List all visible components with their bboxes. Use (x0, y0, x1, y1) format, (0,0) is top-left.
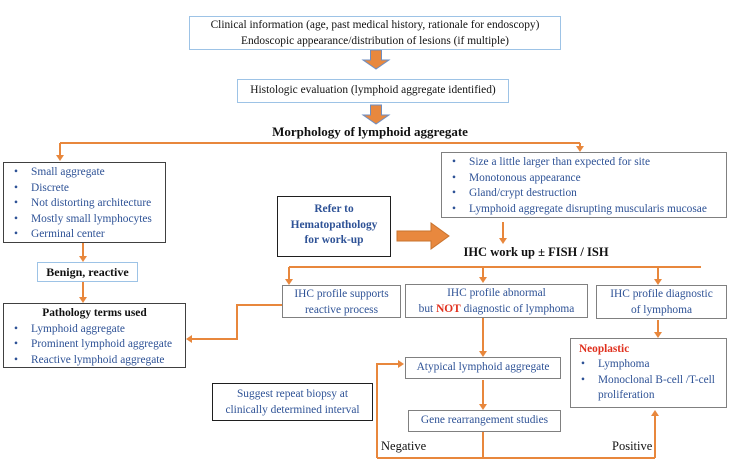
ihc-diagnostic-box (596, 285, 727, 319)
arrowhead-down-icon (56, 155, 64, 161)
neoplastic-item: • Monoclonal B-cell /T-cell proliferation (571, 373, 726, 404)
benign-reactive-box: Benign, reactive (37, 262, 138, 282)
feature-item: • Mostly small lymphocytes (4, 212, 165, 228)
ihc-abnormal-box (405, 284, 588, 318)
positive-result-label: Positive (612, 439, 653, 453)
arrowhead-left-icon (186, 335, 192, 343)
pathology-term-item: • Prominent lymphoid aggregate (4, 337, 185, 353)
ihc-diagnostic-line1: IHC profile diagnostic (610, 288, 713, 300)
neoplastic-title: Neoplastic (579, 343, 630, 355)
benign-features-box (3, 162, 166, 243)
pathology-terms-title: Pathology terms used (42, 307, 147, 319)
connector-supports-to-pathology-terms (192, 305, 282, 339)
ihc-supports-line2: reactive process (304, 303, 379, 316)
arrowhead-down-icon (499, 238, 507, 244)
feature-item: • Germinal center (4, 227, 165, 243)
ihc-supports-line1: IHC profile supports (294, 288, 389, 300)
arrowhead-down-icon (479, 277, 487, 283)
atypical-aggregate-box: Atypical lymphoid aggregate (405, 357, 561, 379)
suggest-line2: clinically determined interval (225, 403, 360, 416)
refer-line2: Hematopathology (290, 218, 378, 231)
ihc-abnormal-line2-post: diagnostic of lymphoma (460, 302, 575, 315)
feature-item: • Small aggregate (4, 165, 165, 181)
ihc-abnormal-line1: IHC profile abnormal (447, 287, 546, 299)
refer-line3: for work-up (304, 234, 364, 246)
suggest-line1: Suggest repeat biopsy at (236, 388, 349, 400)
block-arrow-down-icon (363, 105, 389, 124)
atypical-features-box (441, 152, 727, 218)
arrowhead-up-icon (651, 410, 659, 416)
pathology-term-item: • Lymphoid aggregate (4, 322, 185, 338)
ihc-abnormal-line2 (406, 302, 587, 318)
ihc-abnormal-not-emphasis: NOT (436, 302, 461, 315)
ihc-workup-heading: IHC work up ± FISH / ISH (463, 245, 609, 259)
pathology-terms-box (3, 303, 186, 368)
feature-item: • Monotonous appearance (442, 171, 726, 187)
gene-rearrangement-box: Gene rearrangement studies (408, 410, 561, 432)
suggest-repeat-biopsy-box (212, 383, 373, 421)
histologic-evaluation-label: Histologic evaluation (lymphoid aggregate identified) (250, 84, 496, 96)
clinical-information-line2: Endoscopic appearance/distribution of lesions (if multiple) (241, 34, 509, 47)
feature-item: • Not distorting architecture (4, 196, 165, 212)
feature-item: • Gland/crypt destruction (442, 186, 726, 202)
refer-line1: Refer to (314, 203, 354, 215)
feature-item: • Lymphoid aggregate disrupting muscularis mucosae (442, 202, 726, 218)
feature-item: • Discrete (4, 181, 165, 197)
connector-ihc-split (289, 267, 701, 279)
refer-hematopathology-box (277, 196, 391, 257)
neoplastic-box (570, 338, 727, 408)
neoplastic-item: • Lymphoma (571, 357, 726, 372)
ihc-supports-reactive-box (282, 285, 401, 318)
arrowhead-right-icon (398, 360, 404, 368)
feature-item: • Size a little larger than expected for site (442, 155, 726, 171)
histologic-evaluation-box (237, 79, 509, 103)
ihc-abnormal-line2-pre: but (418, 302, 437, 315)
ihc-diagnostic-line2: of lymphoma (630, 303, 693, 316)
negative-result-label: Negative (381, 439, 427, 453)
block-arrow-down-icon (363, 50, 389, 69)
pathology-term-item: • Reactive lymphoid aggregate (4, 353, 185, 369)
clinical-information-box (189, 16, 561, 50)
clinical-information-line1: Clinical information (age, past medical history, rationale for endoscopy) (210, 19, 540, 31)
morphology-heading: Morphology of lymphoid aggregate (272, 124, 468, 139)
